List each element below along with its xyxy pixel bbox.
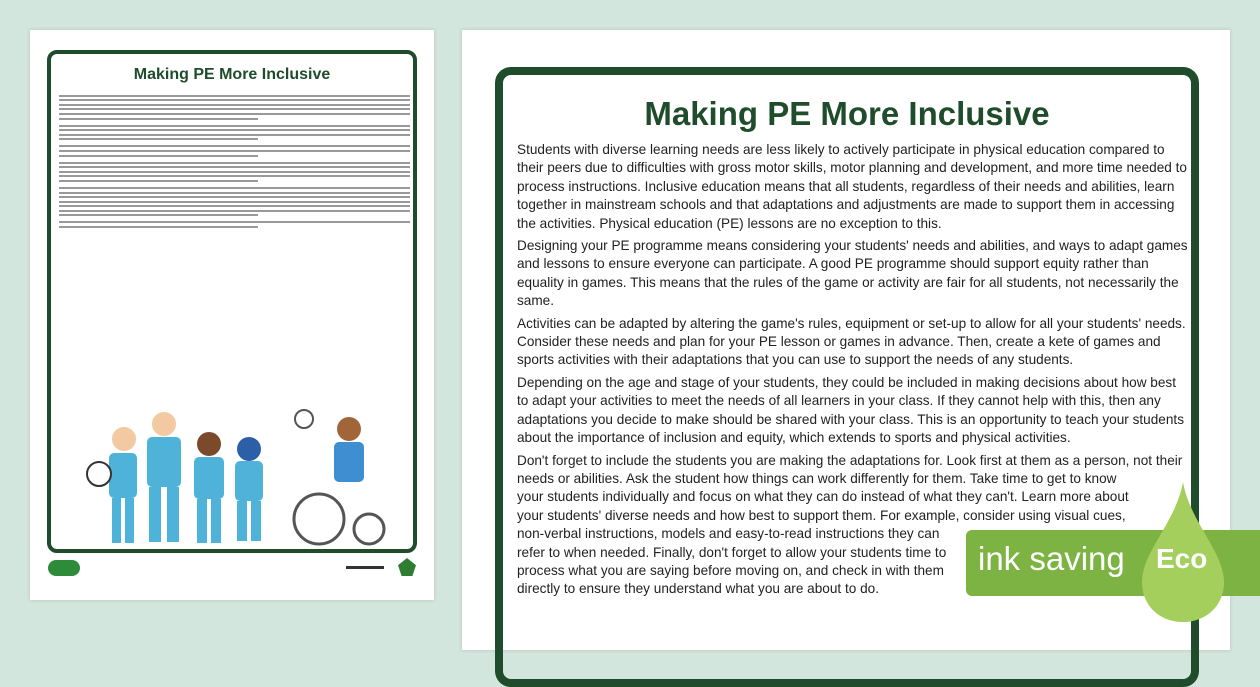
paragraph: Activities can be adapted by altering the game's rules, equipment or set-up to allow for all your students' needs. Consider these needs and plan for your PE lesson or games in advance. Then, create a kete of games and sports activities with their adaptations that you can use to support the needs of any students.	[517, 315, 1186, 368]
child-figure	[87, 410, 384, 544]
thumbnail-paragraph	[59, 162, 421, 182]
thumbnail-title: Making PE More Inclusive	[133, 66, 331, 83]
footer-text	[346, 566, 384, 569]
thumbnail-paragraph	[59, 145, 421, 156]
paragraph: Depending on the age and stage of your students, they could be included in making decisions about how best to adapt your activities to meet the needs of all learners in your class. If they cannot help with this, then any adaptations you decide to make should be shared with your class. This is an opportunity to teach your students about the importance of inclusion and equity, which extends to sports and physical activities.	[517, 374, 1184, 446]
paragraph: Designing your PE programme means considering your students' needs and abilities, and ways to adapt games and lessons to ensure everyone can participate. A good PE programme should support equity rather than equality in games. This means that the rules of the game or activity are fair for all students, not necessarily the same.	[517, 238, 1188, 309]
children-illustration	[79, 409, 399, 549]
thumbnail-page[interactable]	[30, 30, 434, 600]
thumbnail-paragraph	[59, 125, 421, 141]
paragraph: Don't forget to include the students you are making the adaptations for. Look first at them as a person, not their needs or abilities. Ask the student how things can work differently for them. Take time to get to know your students individually and focus on what they can do instead of what they can't. Learn more about your students' diverse needs and how best to support them. For example, consider using visual cues, non-verbal instructions, models and easy-to-read instructions they can refer to when needed. Finally, don't forget to allow your students time to process what you are saying before moving on, and check in with them directly to ensure they understand what you are about to do.	[517, 452, 1183, 597]
eco-label: Eco	[1156, 543, 1208, 574]
thumbnail-frame	[47, 50, 417, 553]
paragraph: Students with diverse learning needs are less likely to actively participate in physical education compared to their peers due to difficulties with gross motor skills, motor planning and development, and more time needed to process instructions. Inclusive education means that all students, regardless of their needs and abilities, learn together in mainstream schools and that adaptations and adjustments are made to support them in accessing the activities. Physical education (PE) lessons are no exception to this.	[517, 142, 1187, 231]
brand-logo	[48, 560, 80, 576]
thumbnail-paragraph	[59, 221, 421, 228]
thumbnail-text	[51, 92, 413, 233]
thumbnail-paragraph	[59, 187, 421, 217]
ink-saving-label: ink saving	[978, 540, 1125, 577]
page-title: Making PE More Inclusive	[644, 95, 1050, 132]
thumbnail-paragraph	[59, 95, 421, 120]
fern-logo	[398, 558, 416, 576]
